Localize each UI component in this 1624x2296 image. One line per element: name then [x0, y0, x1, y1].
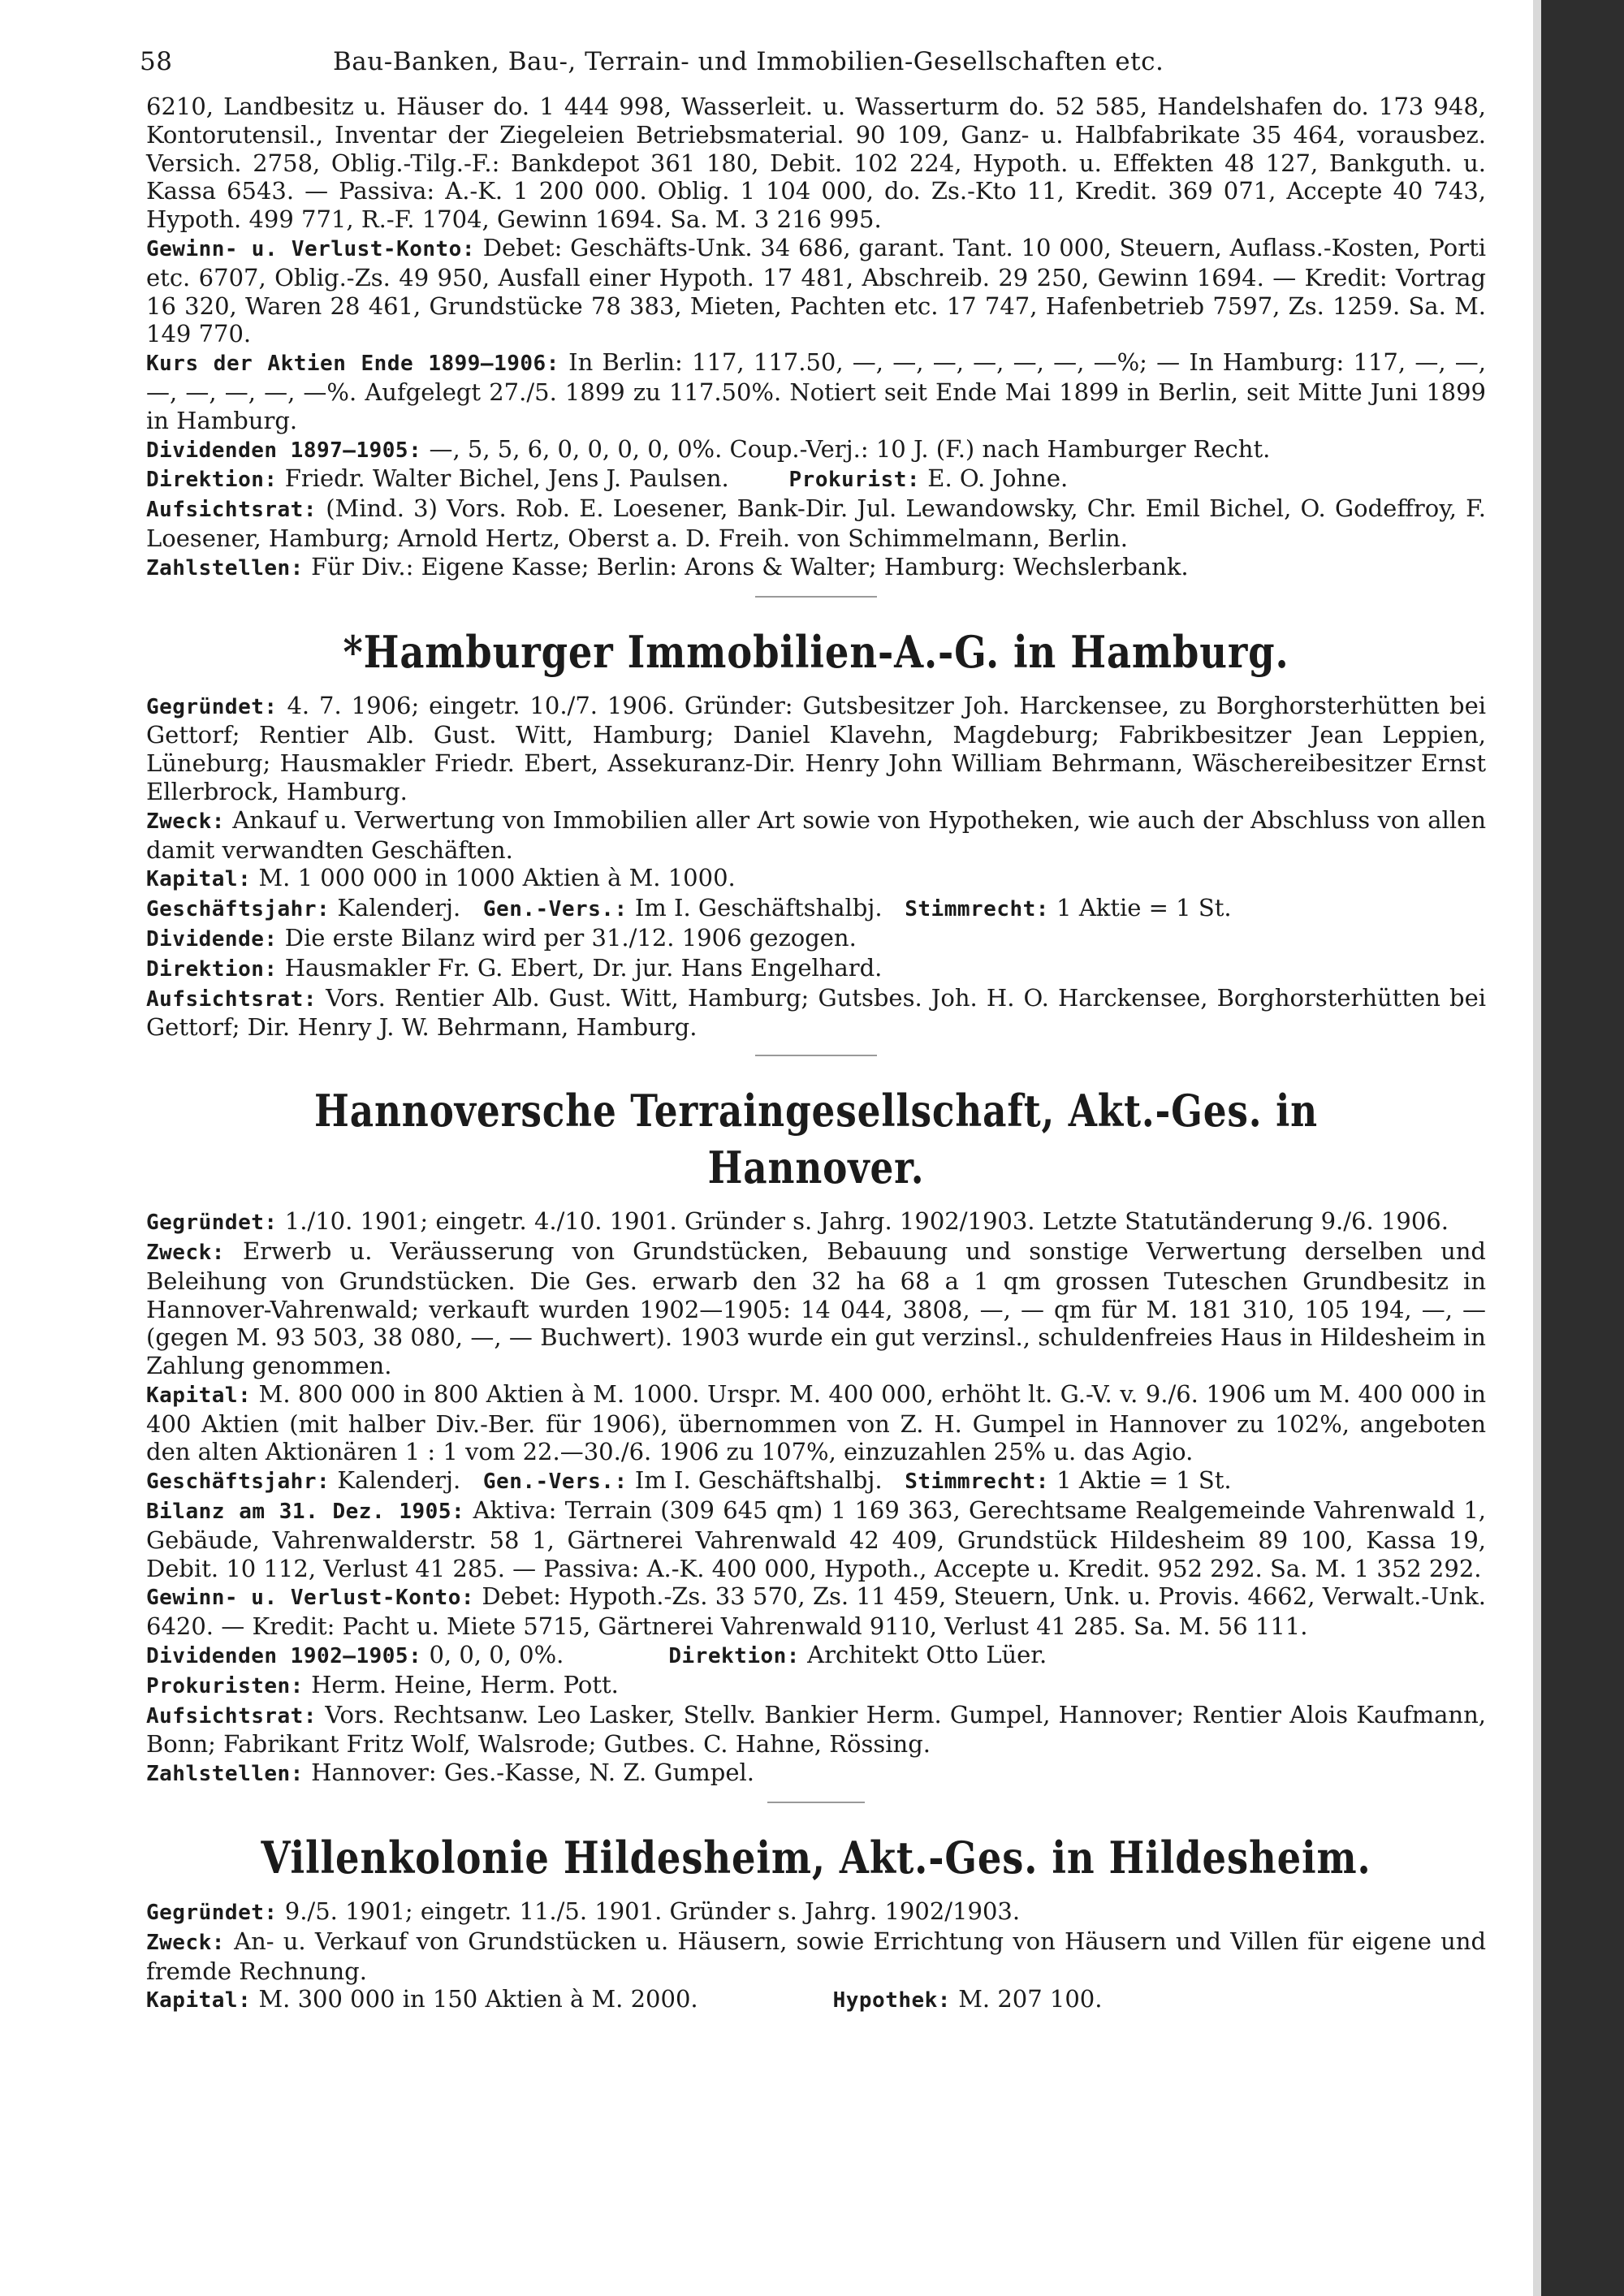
dividenden-text: —, 5, 5, 6, 0, 0, 0, 0, 0%. Coup.-Verj.: 10 J. (F.) nach Hamburger Recht. [429, 434, 1271, 463]
zweck-label: Zweck: [146, 809, 225, 834]
section-hamburger [146, 624, 1486, 1042]
geschaeftsjahr-text: Kalenderj. [337, 894, 461, 922]
company-title-hamburger: *Hamburger Immobilien-A.-G. in Hamburg. [343, 625, 1289, 678]
aufsichtsrat-paragraph [146, 494, 1486, 553]
bilanz-label: Bilanz am 31. Dez. 1905: [146, 1500, 465, 1525]
company-title-villenkolonie: Villenkolonie Hildesheim, Akt.-Ges. in Hildesheim. [261, 1832, 1371, 1884]
zweck-paragraph [146, 1237, 1486, 1380]
gewinn-text: Debet: Geschäfts-Unk. 34 686, garant. Tant. 10 000, Steuern, Auflass.-Kosten, Porti etc. 6707, Oblig.-Zs. 49 950, Ausfall einer Hypoth. 17 481, Abschreib. 29 250, Gewinn 1694. — Kredit: Vortrag 16 320, Waren 28 461, Grundstücke 78 383, Mieten, Pachten etc. 17 747, Hafenbetrieb 7597, Zs. 1259. Sa. M. 149 770. [146, 233, 1486, 348]
direktion-text: Friedr. Walter Bichel, Jens J. Paulsen. [284, 464, 729, 493]
zweck-text: Erwerb u. Veräusserung von Grundstücken, Bebauung und sonstige Verwertung derselben und Beleihung von Grundstücken. Die Ges. erwarb den 32 ha 68 a 1 qm grossen Tuteschen Grundbesitz in Hannover-Vahrenwald; verkauft wurden 1902—1905: 14 044, 3808, —, — qm für M. 181 310, 105 194, —, — (gegen M. 93 503, 38 080, —, — Buchwert). 1903 wurde ein gut verzinsl., schuldenfreies Haus in Hildesheim in Zahlung genommen. [146, 1236, 1486, 1380]
zweck-text: An- u. Verkauf von Grundstücken u. Häusern, sowie Errichtung von Häusern und Villen für eigene und fremde Rechnung. [146, 1927, 1487, 1985]
section-divider [767, 1802, 865, 1803]
prokuristen-paragraph [146, 1671, 1486, 1701]
prokurist-label: Prokurist: [788, 468, 921, 493]
dividende-paragraph [146, 924, 1486, 954]
gegruendet-label: Gegründet: [146, 1211, 278, 1236]
gegruendet-text: 1./10. 1901; eingetr. 4./10. 1901. Gründer s. Jahrg. 1902/1903. Letzte Statutänderung 9./6. 1906. [284, 1207, 1449, 1236]
aufsichtsrat-label: Aufsichtsrat: [146, 986, 317, 1012]
aufsichtsrat-label: Aufsichtsrat: [146, 498, 317, 523]
kurs-paragraph [146, 348, 1486, 434]
direktion-text: Architekt Otto Lüer. [807, 1641, 1047, 1669]
zahlstellen-label: Zahlstellen: [146, 555, 304, 580]
genvers-text: Im I. Geschäftshalbj. [634, 1466, 883, 1495]
section-continued [146, 93, 1486, 583]
gewinn-text: Debet: Hypoth.-Zs. 33 570, Zs. 11 459, Steuern, Unk. u. Provis. 4662, Verwalt.-Unk. 6420. — Kredit: Pacht u. Miete 5715, Gärtnerei Vahrenwald 9110, Verlust 41 285. Sa. M. 56 111. [146, 1582, 1486, 1641]
bilanz-paragraph [146, 1496, 1486, 1582]
direktion-text: Hausmakler Fr. G. Ebert, Dr. jur. Hans Engelhard. [284, 953, 883, 982]
kapital-paragraph [146, 1985, 1486, 2015]
geschaeftsjahr-label: Geschäftsjahr: [146, 897, 330, 922]
genvers-text: Im I. Geschäftshalbj. [634, 894, 883, 922]
kurs-text: In Berlin: 117, 117.50, —, —, —, —, —, —, —%; — In Hamburg: 117, —, —, —, —, —, —, —%. Aufgelegt 27./5. 1899 zu 117.50%. Notiert seit Ende Mai 1899 in Berlin, seit Mitte Juni 1899 in Hamburg. [146, 348, 1487, 434]
gegruendet-label: Gegründet: [146, 694, 278, 719]
kapital-text: M. 800 000 in 800 Aktien à M. 1000. Urspr. M. 400 000, erhöht lt. G.-V. v. 9./6. 1906 um M. 400 000 in 400 Aktien (mit halber Div.-Ber. für 1906), übernommen von Z. H. Gumpel in Hannover zu 102%, angeboten den alten Aktionären 1 : 1 vom 22.—30./6. 1906 zu 107%, einzuzahlen 25% u. das Agio. [146, 1379, 1487, 1466]
gegruendet-paragraph [146, 1897, 1486, 1927]
geschaeftsjahr-text: Kalenderj. [337, 1466, 461, 1495]
zweck-paragraph [146, 806, 1486, 865]
bilanz-continued: 6210, Landbesitz u. Häuser do. 1 444 998, Wasserleit. u. Wasserturm do. 52 585, Handelshafen do. 173 948, Kontorutensil., Inventar der Ziegeleien Betriebsmaterial. 90 109, Ganz- u. Halbfabrikate 35 464, vorausbez. Versich. 2758, Oblig.-Tilg.-F.: Bankdepot 361 180, Debit. 102 224, Hypoth. u. Effekten 48 127, Bankguth. u. Kassa 6543. — Passiva: A.-K. 1 200 000. Oblig. 1 104 000, do. Zs.-Kto 11, Kredit. 369 071, Accepte 40 743, Hypoth. 499 771, R.-F. 1704, Gewinn 1694. Sa. M. 3 216 995. [146, 93, 1486, 234]
genvers-label: Gen.-Vers.: [482, 897, 628, 922]
hypothek-text: M. 207 100. [958, 1985, 1103, 2013]
zweck-label: Zweck: [146, 1240, 225, 1265]
section-divider [755, 596, 877, 598]
gewinn-label: Gewinn- u. Verlust-Konto: [146, 236, 475, 261]
dividende-label: Dividende: [146, 926, 278, 952]
zahlstellen-text: Für Div.: Eigene Kasse; Berlin: Arons & Walter; Hamburg: Wechslerbank. [311, 552, 1189, 580]
zahlstellen-text: Hannover: Ges.-Kasse, N. Z. Gumpel. [311, 1759, 754, 1787]
gewinn-paragraph [146, 234, 1486, 348]
aufsichtsrat-paragraph [146, 1701, 1486, 1759]
prokurist-text: E. O. Johne. [927, 464, 1069, 493]
aufsichtsrat-text: Vors. Rechtsanw. Leo Lasker, Stellv. Bankier Herm. Gumpel, Hannover; Rentier Alois Kaufmann, Bonn; Fabrikant Fritz Wolf, Walsrode; Gutbes. C. Hahne, Rössing. [146, 1700, 1486, 1759]
prokuristen-text: Herm. Heine, Herm. Pott. [311, 1670, 619, 1698]
dividende-text: Die erste Bilanz wird per 31./12. 1906 gezogen. [284, 923, 857, 952]
zahlstellen-paragraph [146, 553, 1486, 583]
kapital-text: M. 300 000 in 150 Aktien à M. 2000. [258, 1985, 698, 2013]
company-title-hannover: Hannoversche Terraingesellschaft, Akt.-Ges. in Hannover. [314, 1085, 1318, 1194]
stimmrecht-text: 1 Aktie = 1 St. [1056, 894, 1232, 922]
genvers-label: Gen.-Vers.: [482, 1470, 628, 1495]
document-page [140, 47, 1487, 2015]
geschaeftsjahr-paragraph [146, 1466, 1486, 1496]
dividenden-paragraph [146, 435, 1486, 465]
gegruendet-label: Gegründet: [146, 1901, 278, 1926]
direktion-label: Direktion: [668, 1644, 800, 1669]
zweck-label: Zweck: [146, 1930, 225, 1955]
kurs-label: Kurs der Aktien Ende 1899—1906: [146, 352, 559, 377]
gegruendet-text: 9./5. 1901; eingetr. 11./5. 1901. Gründer s. Jahrg. 1902/1903. [284, 1897, 1021, 1926]
stimmrecht-label: Stimmrecht: [905, 1470, 1049, 1495]
zahlstellen-paragraph [146, 1759, 1486, 1789]
dividenden-paragraph [146, 1641, 1486, 1671]
section-villenkolonie [146, 1829, 1486, 2015]
aufsichtsrat-paragraph [146, 984, 1486, 1042]
geschaeftsjahr-label: Geschäftsjahr: [146, 1470, 330, 1495]
kapital-paragraph [146, 1380, 1486, 1466]
gegruendet-paragraph [146, 692, 1486, 806]
kapital-text: M. 1 000 000 in 1000 Aktien à M. 1000. [258, 864, 736, 892]
kapital-label: Kapital: [146, 867, 252, 892]
section-divider [755, 1055, 877, 1056]
kapital-label: Kapital: [146, 1383, 252, 1408]
running-title: Bau-Banken, Bau-, Terrain- und Immobilien-Gesellschaften etc. [333, 47, 1164, 76]
zweck-paragraph [146, 1927, 1486, 1986]
kapital-paragraph [146, 864, 1486, 894]
zahlstellen-label: Zahlstellen: [146, 1762, 304, 1787]
aufsichtsrat-label: Aufsichtsrat: [146, 1703, 317, 1728]
dividenden-label: Dividenden 1902—1905: [146, 1644, 422, 1669]
dividenden-text: 0, 0, 0, 0%. [429, 1641, 564, 1669]
scan-edge-light [1533, 0, 1541, 2296]
hypothek-label: Hypothek: [832, 1988, 951, 2013]
aufsichtsrat-text: Vors. Rentier Alb. Gust. Witt, Hamburg; Gutsbes. Joh. H. O. Harckensee, Borghorsterhütten bei Gettorf; Dir. Henry J. W. Behrmann, Hamburg. [146, 983, 1487, 1042]
gegruendet-paragraph [146, 1207, 1486, 1237]
geschaeftsjahr-paragraph [146, 894, 1486, 924]
prokuristen-label: Prokuristen: [146, 1673, 304, 1698]
scan-edge-dark [1541, 0, 1624, 2296]
dividenden-label: Dividenden 1897—1905: [146, 438, 422, 463]
kapital-label: Kapital: [146, 1988, 252, 2013]
gegruendet-text: 4. 7. 1906; eingetr. 10./7. 1906. Gründer: Gutsbesitzer Joh. Harckensee, zu Borghorsterhütten bei Gettorf; Rentier Alb. Gust. Witt, Hamburg; Daniel Klavehn, Magdeburg; Fabrikbesitzer Jean Leppien, Lüneburg; Hausmakler Friedr. Ebert, Assekuranz-Dir. Henry John William Behrmann, Wäschereibesitzer Ernst Ellerbrock, Hamburg. [146, 691, 1486, 805]
page-number: 58 [140, 47, 173, 76]
aufsichtsrat-text: (Mind. 3) Vors. Rob. E. Loesener, Bank-Dir. Jul. Lewandowsky, Chr. Emil Bichel, O. Godeffroy, F. Loesener, Hamburg; Arnold Hertz, Oberst a. D. Freih. von Schimmelmann, Berlin. [146, 494, 1486, 552]
gewinn-label: Gewinn- u. Verlust-Konto: [146, 1586, 475, 1611]
zweck-text: Ankauf u. Verwertung von Immobilien aller Art sowie von Hypotheken, wie auch der Abschluss von allen damit verwandten Geschäften. [146, 805, 1486, 864]
gewinn-paragraph [146, 1582, 1486, 1641]
direktion-paragraph [146, 464, 1486, 494]
section-hannover [146, 1082, 1486, 1789]
stimmrecht-label: Stimmrecht: [905, 897, 1049, 922]
direktion-label: Direktion: [146, 956, 278, 982]
running-head [140, 47, 1486, 93]
bilanz-text: Aktiva: Terrain (309 645 qm) 1 169 363, Gerechtsame Realgemeinde Vahrenwald 1, Gebäude, Vahrenwalderstr. 58 1, Gärtnerei Vahrenwald 42 409, Grundstück Hildesheim 89 100, Kassa 19, Debit. 10 112, Verlust 41 285. — Passiva: A.-K. 400 000, Hypoth., Accepte u. Kredit. 952 292. Sa. M. 1 352 292. [146, 1496, 1487, 1582]
stimmrecht-text: 1 Aktie = 1 St. [1056, 1466, 1232, 1495]
direktion-label: Direktion: [146, 468, 278, 493]
direktion-paragraph [146, 954, 1486, 984]
